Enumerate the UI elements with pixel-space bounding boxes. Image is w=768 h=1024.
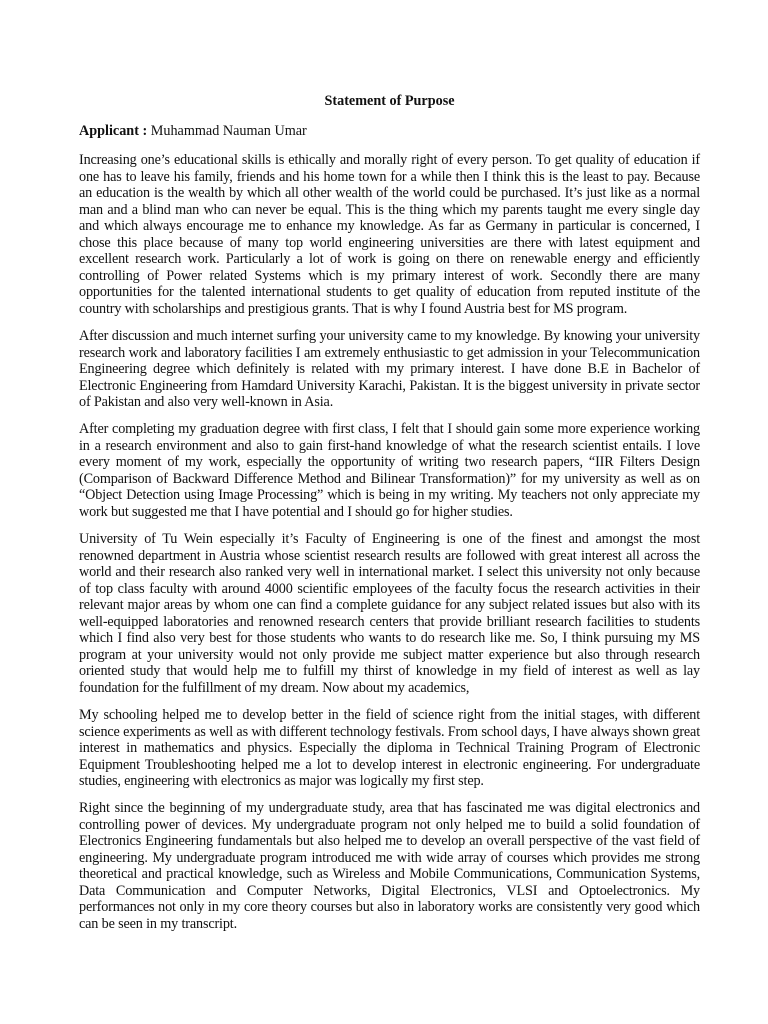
paragraph-motivation: Increasing one’s educational skills is ethically and morally right of every person. To get quality of education if one has to leave his family, friends and his home town for a while then I think this is the least to pay. Because an education is the wealth by which all other wealth of the world could be purchased. It’s just like as a normal man and a blind man who can never be equal. This is the thing which my parents taught me every single day and which always encourage me to enhance my knowledge. As far as Germany in particular is concerned, I chose this place because of many top world engineering universities are there with latest equipment and excellent research work. Particularly a lot of work is going on there on renewable energy and efficiently controlling of Power related Systems which is my primary interest of work. Secondly there are many opportunities for the talented international students to get quality of education from reputed institute of the country with scholarships and prestigious grants. That is why I found Austria best for MS program.: [79, 152, 700, 317]
paragraph-university-choice: After discussion and much internet surfing your university came to my knowledge. By knowing your university research work and laboratory facilities I am extremely enthusiastic to get admission in your Telecommunication Engineering degree which definitely is related with my primary interest. I have done B.E in Bachelor of Electronic Engineering from Hamdard University Karachi, Pakistan. It is the biggest university in private sector of Pakistan and also very well-known in Asia.: [79, 327, 700, 411]
paragraph-faculty: University of Tu Wein especially it’s Faculty of Engineering is one of the finest and amongst the most renowned department in Austria whose scientist research results are followed with great interest all across the world and their research also ranked very well in international market. I select this university not only because of top class faculty with around 4000 scientific employees of the faculty focus the research activities in their relevant major areas by whom one can find a complete guidance for any subject related issues but also with its well-equipped laboratories and renowned research centers that provide brilliant research facilities to students which I find also very best for those students who wants to do research like me. So, I think pursuing my MS program at your university would not only provide me subject matter experience but also through research oriented study that would help me to fulfill my thirst of knowledge in my field of interest as well as lay foundation for the fulfillment of my dream. Now about my academics,: [79, 530, 700, 696]
applicant-name: Muhammad Nauman Umar: [150, 123, 307, 139]
paragraph-research-experience: After completing my graduation degree with first class, I felt that I should gain some more experience working in a research environment and also to gain first-hand knowledge of what the research scientist entails. I love every moment of my work, especially the opportunity of writing two research papers, “IIR Filters Design (Comparison of Backward Difference Method and Bilinear Transformation)” for my university as well as on “Object Detection using Image Processing” which is being in my writing. My teachers not only appreciate my work but suggested me that I have potential and I should go for higher studies.: [79, 421, 700, 520]
applicant-line: [79, 122, 700, 140]
document-title: Statement of Purpose: [324, 93, 455, 109]
document-page: [79, 92, 700, 943]
paragraph-schooling: My schooling helped me to develop better in the field of science right from the initial stages, with different science experiments as well as with different technology festivals. From school days, I have always shown great interest in mathematics and physics. Especially the diploma in Technical Training Program of Electronic Equipment Troubleshooting helped me a lot to develop interest in electronic engineering. For undergraduate studies, engineering with electronics as major was logically my first step.: [79, 706, 700, 790]
applicant-label: Applicant :: [79, 123, 148, 139]
paragraph-undergraduate: Right since the beginning of my undergraduate study, area that has fascinated me was digital electronics and controlling power of devices. My undergraduate program not only helped me to build a solid foundation of Electronics Engineering fundamentals but also helped me to develop an overall perspective of the vast field of engineering. My undergraduate program introduced me with wide array of courses which provides me strong theoretical and practical knowledge, such as Wireless and Mobile Communications, Communication Systems, Data Communication and Computer Networks, Digital Electronics, VLSI and Optoelectronics. My performances not only in my core theory courses but also in laboratory works are consistently very good which can be seen in my transcript.: [79, 800, 700, 933]
